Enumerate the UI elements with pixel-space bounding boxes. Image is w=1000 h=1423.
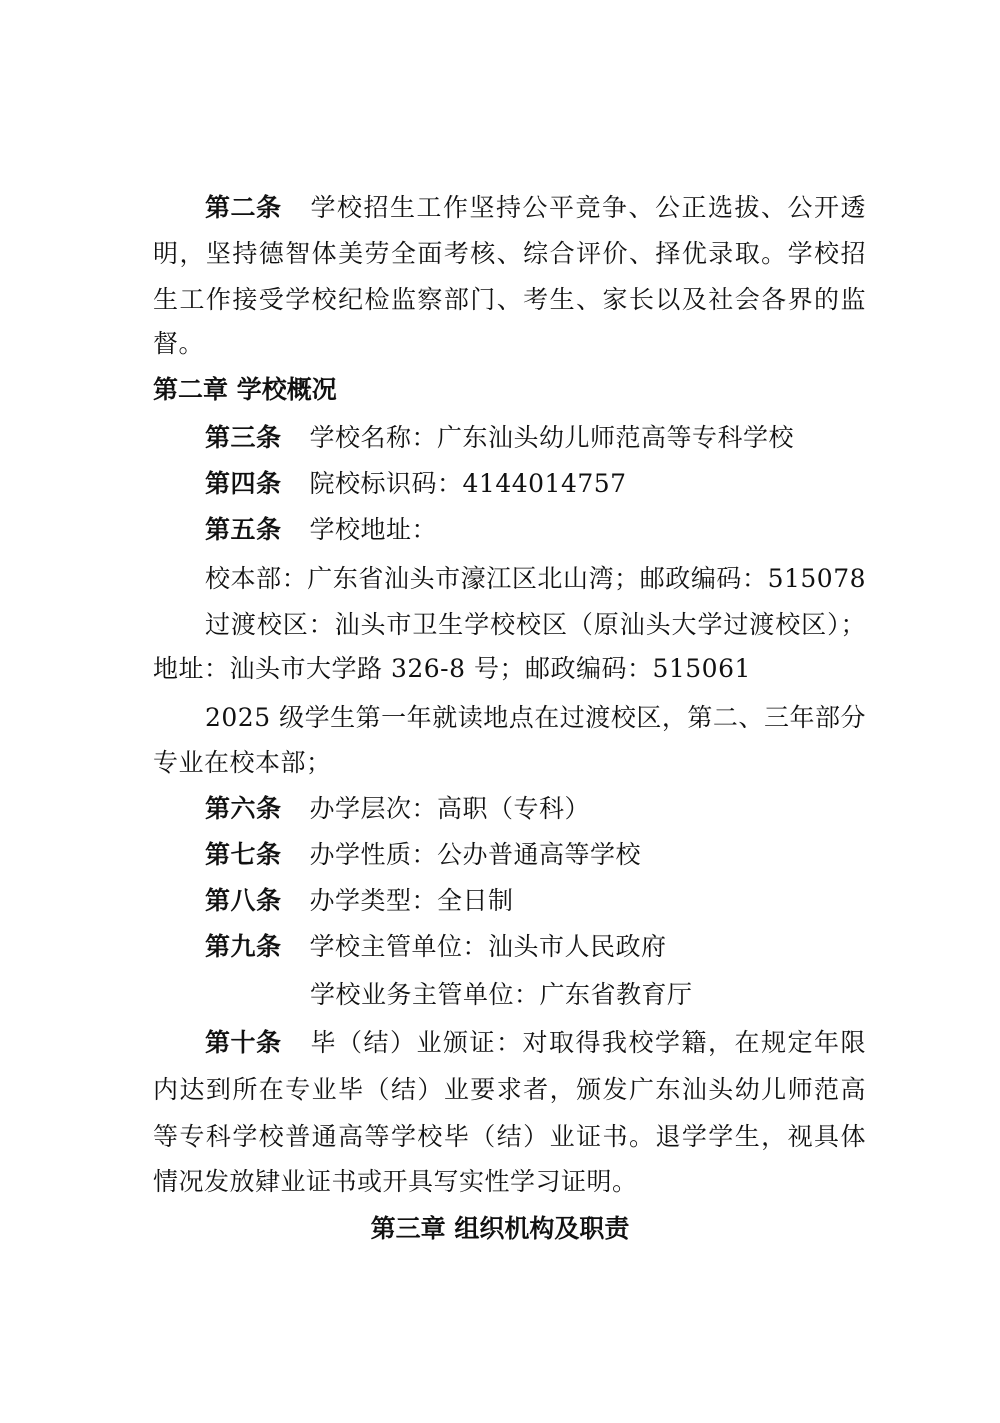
article-8 xyxy=(205,883,514,919)
article-10-line-3: 等专科学校普通高等学校毕（结）业证书。退学学生，视具体 xyxy=(153,1122,866,1151)
article-2-label: 第二条 xyxy=(205,193,282,222)
article-2-text: 学校招生工作坚持公平竞争、公正选拔、公开透 xyxy=(309,193,866,222)
article-9-line-2: 学校业务主管单位：广东省教育厅 xyxy=(310,980,693,1009)
main-campus-address: 校本部：广东省汕头市濠江区北山湾；邮政编码：515078 xyxy=(205,564,866,593)
article-5-label: 第五条 xyxy=(205,515,282,544)
article-4-text: 院校标识码：4144014757 xyxy=(309,469,627,498)
article-9-label: 第九条 xyxy=(205,932,282,961)
article-10-line-2: 内达到所在专业毕（结）业要求者，颁发广东汕头幼儿师范高 xyxy=(153,1075,866,1104)
article-8-text: 办学类型：全日制 xyxy=(309,886,514,915)
article-2-line-3: 生工作接受学校纪检监察部门、考生、家长以及社会各界的监 xyxy=(153,285,866,314)
article-3-text: 学校名称：广东汕头幼儿师范高等专科学校 xyxy=(309,423,795,452)
campus-note-line-2: 专业在校本部； xyxy=(153,748,332,777)
article-10-label: 第十条 xyxy=(205,1028,282,1057)
article-7 xyxy=(205,837,641,873)
article-8-label: 第八条 xyxy=(205,886,282,915)
article-10-line-4: 情况发放肄业证书或开具写实性学习证明。 xyxy=(153,1167,638,1196)
article-7-text: 办学性质：公办普通高等学校 xyxy=(309,840,642,869)
campus-note-line-1: 2025 级学生第一年就读地点在过渡校区，第二、三年部分 xyxy=(205,703,866,732)
article-6 xyxy=(205,791,590,827)
chapter-2-heading: 第二章 学校概况 xyxy=(153,375,337,404)
article-2-line-2: 明，坚持德智体美劳全面考核、综合评价、择优录取。学校招 xyxy=(153,239,866,268)
article-6-text: 办学层次：高职（专科） xyxy=(309,794,591,823)
article-2-line-1 xyxy=(205,190,866,226)
article-3-label: 第三条 xyxy=(205,423,282,452)
article-4-label: 第四条 xyxy=(205,469,282,498)
article-2-line-4: 督。 xyxy=(153,329,205,358)
article-6-label: 第六条 xyxy=(205,794,282,823)
article-4 xyxy=(205,466,627,502)
article-3 xyxy=(205,420,794,456)
article-9 xyxy=(205,929,667,965)
transition-campus-line-2: 地址：汕头市大学路 326-8 号；邮政编码：515061 xyxy=(153,654,751,683)
transition-campus-line-1: 过渡校区：汕头市卫生学校校区（原汕头大学过渡校区）； xyxy=(205,610,866,639)
article-7-label: 第七条 xyxy=(205,840,282,869)
chapter-3-heading: 第三章 组织机构及职责 xyxy=(370,1214,630,1243)
article-10-text: 毕（结）业颁证：对取得我校学籍，在规定年限 xyxy=(309,1028,866,1057)
article-5 xyxy=(205,512,437,548)
article-10-line-1 xyxy=(205,1025,866,1061)
article-9-text: 学校主管单位：汕头市人民政府 xyxy=(309,932,667,961)
article-5-text: 学校地址： xyxy=(309,515,438,544)
